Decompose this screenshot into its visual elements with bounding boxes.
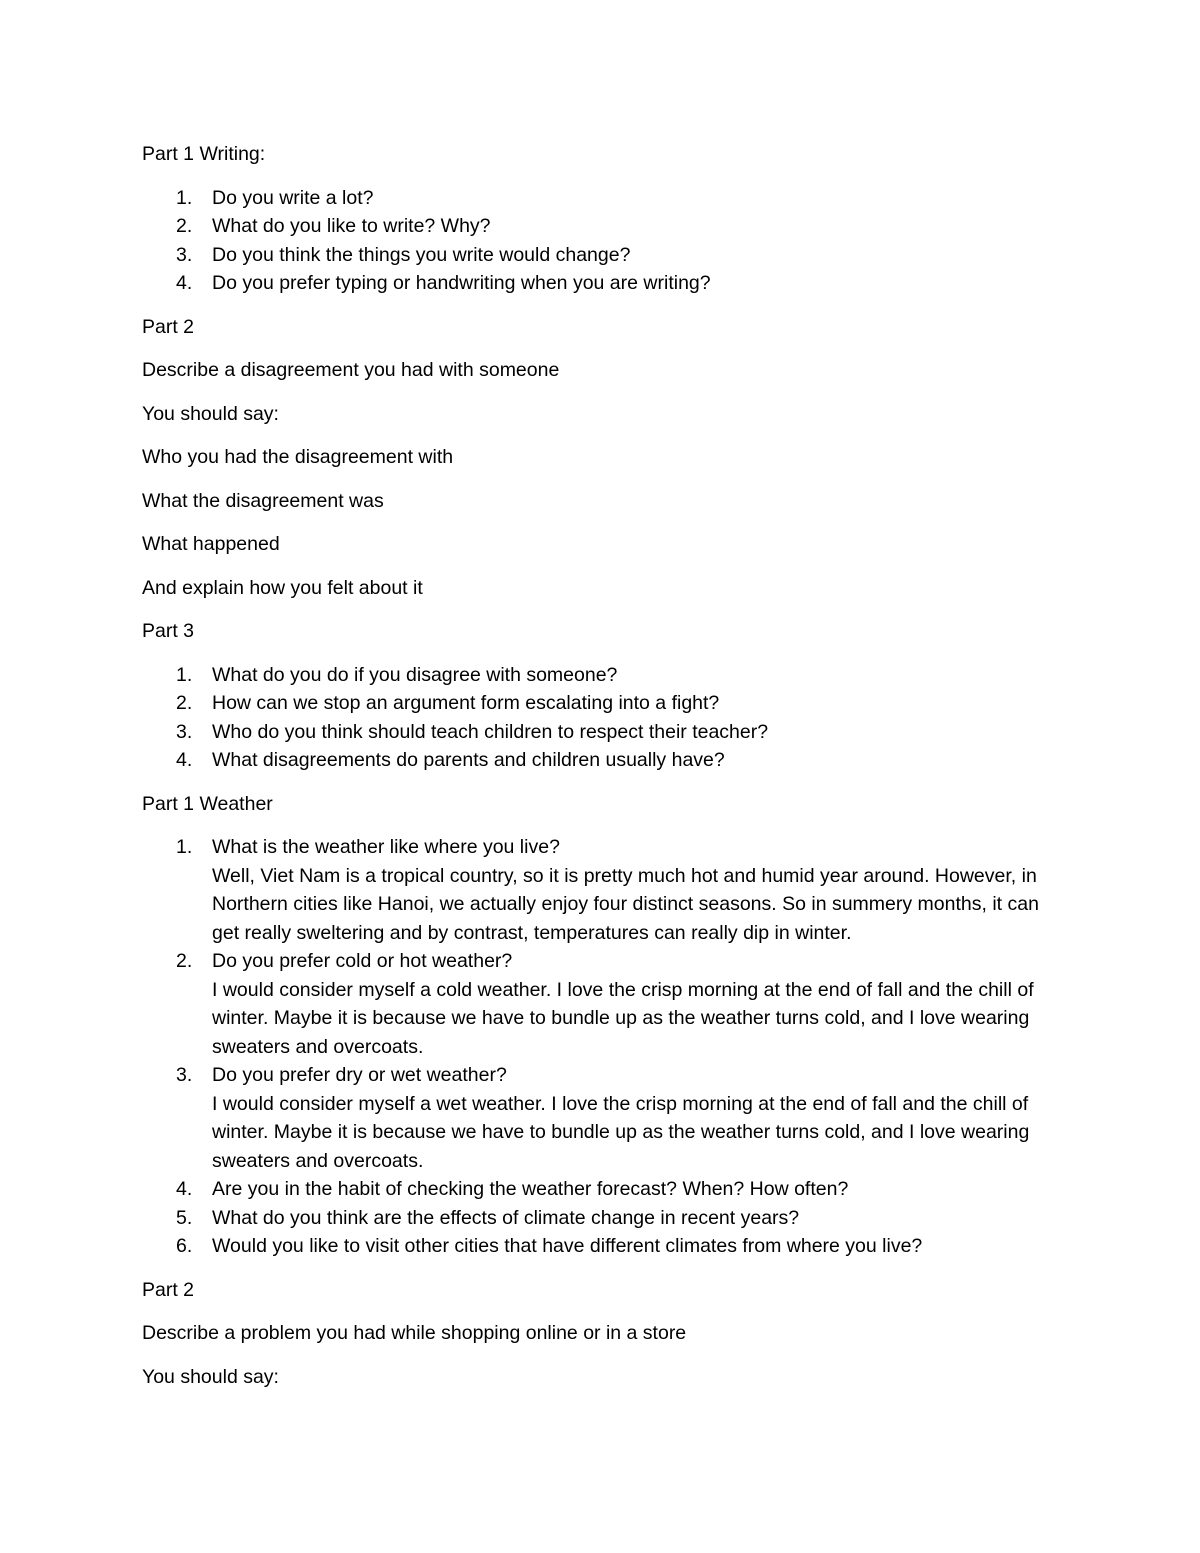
section-heading: Part 1 Writing: [142,143,266,165]
item-number: 1. [176,836,193,858]
item-number: 5. [176,1206,193,1229]
item-number: 3. [176,1064,193,1086]
list-item [142,241,1062,270]
item-number: 6. [176,1235,193,1257]
question-list [142,184,1062,298]
question-text: Do you think the things you write would change? [212,243,631,266]
cue-card-point: What happened [142,533,280,555]
answer-line: sweaters and overcoats. [212,1035,424,1058]
question-text: What disagreements do parents and children usually have? [212,749,725,771]
answer-line: I would consider myself a wet weather. I love the crisp morning at the end of fall and the chill of [212,1092,1029,1115]
item-number: 4. [176,272,193,294]
item-number: 2. [176,692,193,714]
answer-line: Well, Viet Nam is a tropical country, so it is pretty much hot and humid year around. However, in [212,864,1037,887]
question-text: Do you prefer cold or hot weather? [212,950,513,972]
cue-card-topic: Describe a disagreement you had with someone [142,359,560,381]
cue-card-point: What the disagreement was [142,489,384,512]
question-text: Do you write a lot? [212,186,374,209]
list-item [142,689,1062,718]
cue-card-topic: Describe a problem you had while shopping online or in a store [142,1322,687,1344]
item-number: 2. [176,950,193,972]
item-number: 2. [176,215,193,237]
item-number: 3. [176,243,193,266]
answer-line: winter. Maybe it is because we have to bundle up as the weather turns cold, and I love wearing [212,1121,1030,1143]
list-item [142,1061,1062,1175]
answer-line: I would consider myself a cold weather. I love the crisp morning at the end of fall and the chill of [212,978,1034,1001]
question-text: Do you prefer dry or wet weather? [212,1064,507,1086]
question-text: Would you like to visit other cities that have different climates from where you live? [212,1235,923,1257]
question-text: How can we stop an argument form escalating into a fight? [212,692,720,714]
question-list [142,833,1062,1261]
item-number: 3. [176,720,193,743]
section-heading: Part 2 [142,315,195,338]
item-number: 1. [176,186,193,209]
cue-card-point: And explain how you felt about it [142,576,423,599]
question-text: Who do you think should teach children to respect their teacher? [212,720,769,743]
list-item [142,1204,1062,1233]
cue-card-prompt: You should say: [142,402,279,425]
section-heading: Part 2 [142,1278,195,1301]
list-item [142,1175,1062,1204]
cue-card-point: Who you had the disagreement with [142,446,454,468]
list-item [142,833,1062,947]
question-text: Do you prefer typing or handwriting when you are writing? [212,272,711,294]
answer-line: winter. Maybe it is because we have to bundle up as the weather turns cold, and I love wearing [212,1007,1030,1029]
list-item [142,947,1062,1061]
question-text: What is the weather like where you live? [212,836,560,858]
document-body [142,140,1062,1406]
list-item [142,269,1062,298]
list-item [142,1232,1062,1261]
item-number: 1. [176,663,193,686]
list-item [142,718,1062,747]
list-item [142,184,1062,213]
cue-card-prompt: You should say: [142,1365,279,1388]
item-number: 4. [176,749,193,771]
section-heading: Part 3 [142,620,195,642]
answer-line: get really sweltering and by contrast, temperatures can really dip in winter. [212,921,852,944]
question-list [142,661,1062,775]
answer-line: Northern cities like Hanoi, we actually enjoy four distinct seasons. So in summery months, it can [212,893,1039,915]
item-number: 4. [176,1178,193,1200]
section-heading: Part 1 Weather [142,792,273,815]
question-text: What do you like to write? Why? [212,215,491,237]
answer-line: sweaters and overcoats. [212,1149,424,1172]
list-item [142,212,1062,241]
question-text: What do you do if you disagree with someone? [212,663,618,686]
list-item [142,746,1062,775]
list-item [142,661,1062,690]
question-text: Are you in the habit of checking the weather forecast? When? How often? [212,1178,849,1200]
question-text: What do you think are the effects of climate change in recent years? [212,1206,800,1229]
